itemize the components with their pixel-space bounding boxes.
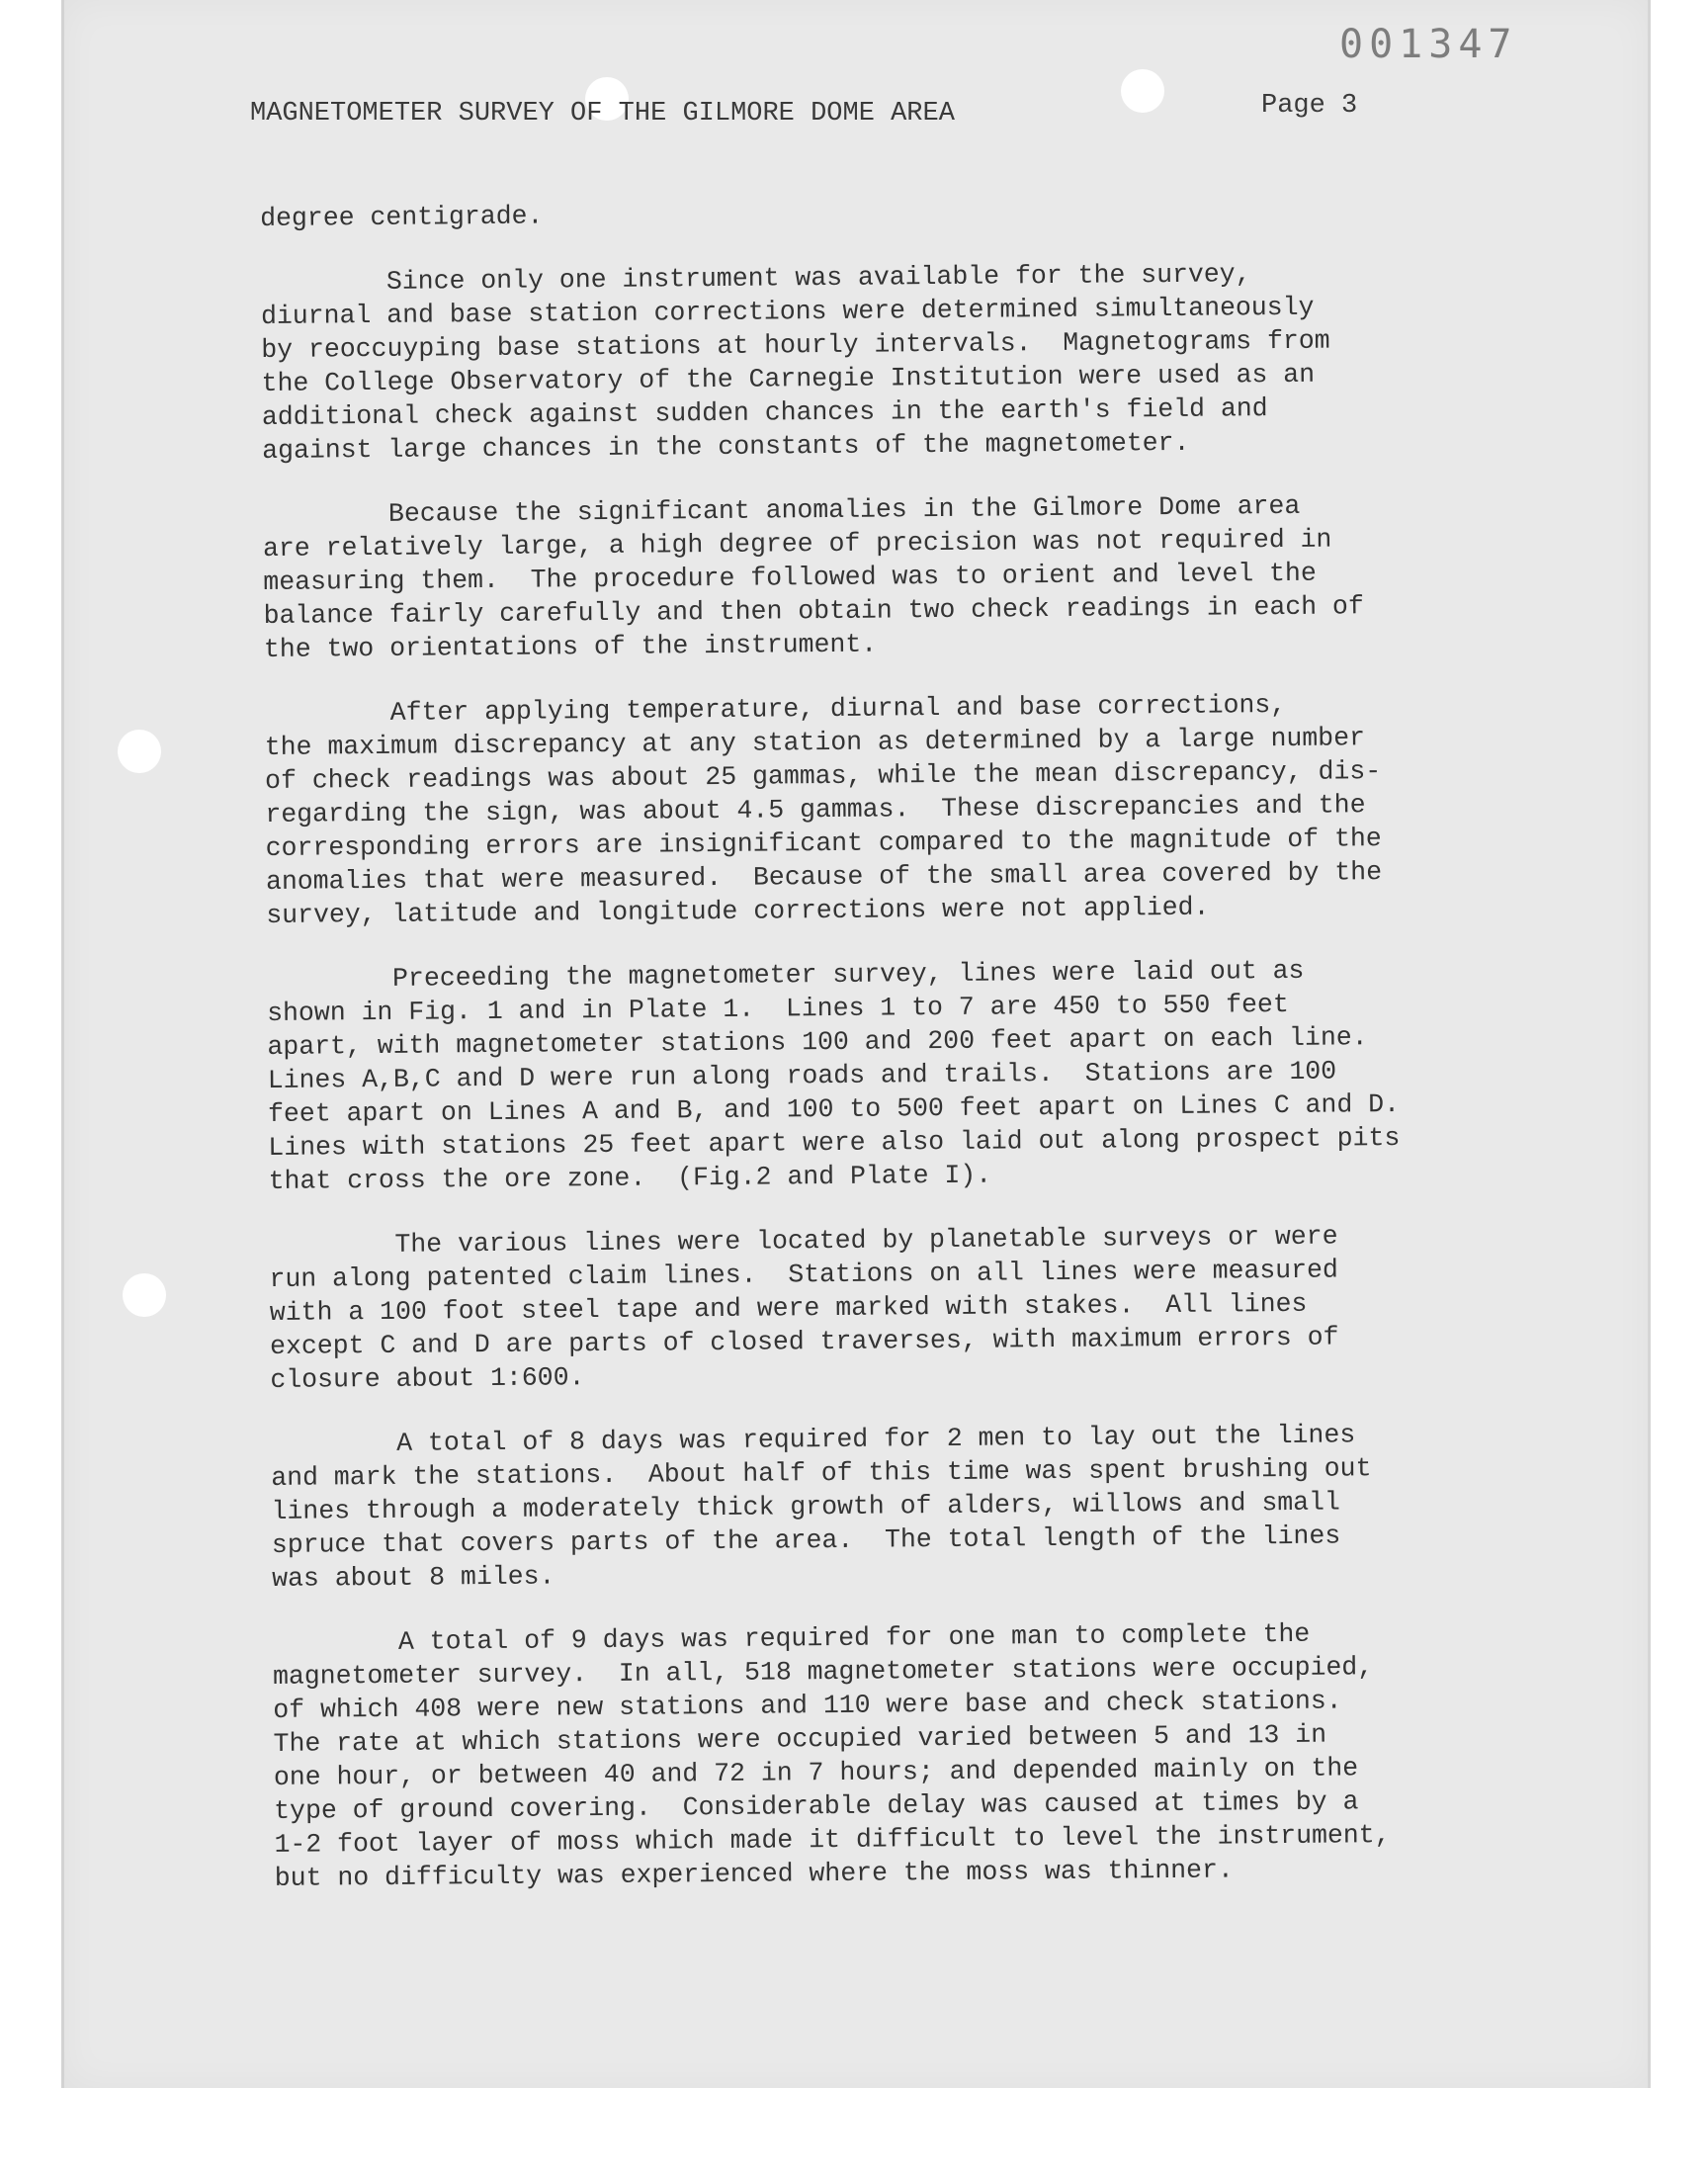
paragraph: A total of 9 days was required for one man to complete the magnetometer survey. In all, 518 magnetometer stations were occupied, of which 408 were new stations and 110 were base and check stations. The rate at which stations were occupied varied between 5 and 13 in one hour, or between 40 and 72 in 7 hours; and depended mainly on the type of ground covering. Considerable delay was caused at times by a 1-2 foot layer of moss which made it difficult to level the instrument, but no difficulty was experienced where the moss was thinner. — [272, 1618, 1391, 1893]
punch-hole-left-2 — [123, 1273, 166, 1317]
header-title: MAGNETOMETER SURVEY OF THE GILMORE DOME AREA — [250, 99, 955, 129]
paragraph: Preceeding the magnetometer survey, lines were laid out as shown in Fig. 1 and in Plate 1. Lines 1 to 7 are 450 to 550 feet apart, with magnetometer stations 100 and 200 feet apart on each line. Lines A,B,C and D were run along roads and trails. Stations are 100 feet apart on Lines A and B, and 100 to 500 feet apart on Lines C and D. Lines with stations 25 feet apart were also laid out along prospect pits that cross the ore zone. (Fig.2 and Plate I). — [266, 955, 1401, 1196]
paragraph: The various lines were located by planetable surveys or were run along patented claim lines. Stations on all lines were measured with a 100 foot steel tape and were marked with stakes. All lines except C and D are parts of closed traverses, with maximum errors of closure about 1:600. — [269, 1221, 1339, 1395]
punch-hole-left-1 — [118, 730, 161, 773]
paragraph: A total of 8 days was required for 2 men to lay out the lines and mark the stations. About half of this time was spent brushing out lines through a moderately thick growth of alders, willows and small spruce that covers parts of the area. The total length of the lines was about 8 miles. — [270, 1420, 1372, 1594]
page-number: Page 3 — [1261, 91, 1358, 121]
paragraph: After applying temperature, diurnal and base corrections, the maximum discrepancy at any station as determined by a large number of check readings was about 25 gammas, while the mean discrepancy, dis- regarding the sign, was about 4.5 gammas. These discrepancies and the corresponding errors are insignificant compared to the magnitude of the anomalies that were measured. Because of the small area covered by the survey, latitude and longitude corrections were not applied. — [264, 689, 1383, 930]
document-number: 001347 — [1339, 22, 1518, 67]
paragraph: degree centigrade. — [260, 201, 544, 233]
body-text — [260, 191, 1481, 1926]
paragraph: Since only one instrument was available for the survey, diurnal and base station corrections were determined simultaneously by reoccuyping base stations at hourly intervals. Magnetograms from the College Observatory of the Carnegie Institution were used as an additional check against sudden chances in the earth's field and against large chances in the constants of the magnetometer. — [260, 259, 1330, 466]
paragraph: Because the significant anomalies in the Gilmore Dome area are relatively large, a high degree of precision was not required in measuring them. The procedure followed was to orient and level the balance fairly carefully and then obtain two check readings in each of the two orientations of the instrument. — [262, 490, 1364, 664]
punch-hole-top-2 — [1121, 69, 1164, 113]
